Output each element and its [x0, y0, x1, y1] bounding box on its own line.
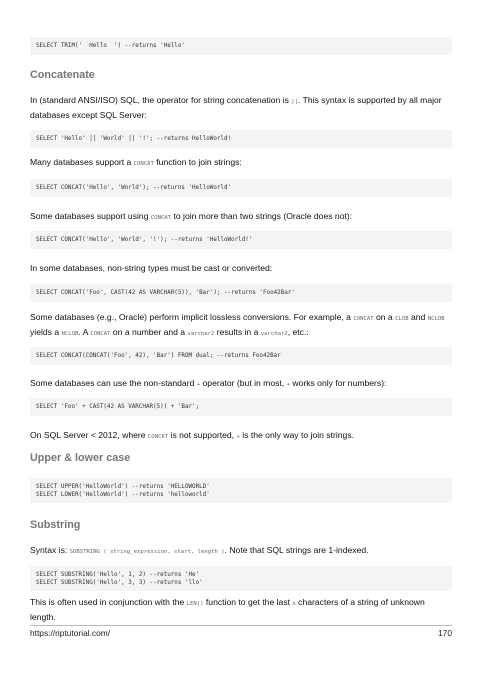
inline-code: +	[196, 382, 201, 388]
code-block-concat-operator	[30, 130, 452, 148]
code-line: SELECT 'Foo' + CAST(42 AS VARCHAR(5)) + 'Bar';	[36, 404, 200, 410]
code-line: SELECT CONCAT('Hello', 'World', '!'); --returns 'HelloWorld!'	[36, 237, 253, 243]
inline-code: varchar2	[260, 330, 288, 337]
footer-divider	[30, 625, 452, 626]
code-line: SELECT SUBSTRING('Hello', 1, 2) --returns 'He'	[36, 571, 200, 578]
inline-code: CONCAT	[90, 330, 111, 337]
inline-code: CONCAT	[150, 215, 172, 221]
inline-code: CONCAT	[353, 316, 374, 322]
inline-code: ||	[291, 99, 299, 105]
footer-url[interactable]: https://riptutorial.com/	[30, 628, 111, 638]
paragraph-concat-function: Many databases support a CONCAT function to join strings:	[30, 157, 242, 167]
inline-code: CLOB	[395, 316, 409, 322]
code-block-substring	[30, 566, 452, 591]
inline-code: CONCAT	[147, 434, 169, 440]
paragraph-len-function: This is often used in conjunction with the LEN() function to get the last n characters of a string of unknown length.	[30, 597, 425, 622]
code-line: SELECT CONCAT('Foo', CAST(42 AS VARCHAR(5)), 'Bar'); --returns 'Foo42Bar'	[36, 290, 295, 296]
inline-code: n	[292, 601, 296, 607]
code-line: SELECT UPPER('HelloWorld') --returns 'HELLOWORLD'	[36, 483, 210, 490]
paragraph-plus-operator: Some databases can use the non-standard + operator (but in most, + works only for numbers):	[30, 378, 387, 388]
page-number: 170	[438, 628, 452, 638]
code-line: SELECT SUBSTRING('Hello', 3, 3) --returns 'llo'	[36, 579, 203, 586]
heading-concatenate: Concatenate	[30, 69, 95, 81]
inline-code: CONCAT	[133, 161, 154, 167]
inline-code: LEN()	[186, 601, 204, 607]
code-line: SELECT CONCAT(CONCAT('Foo', 42), 'Bar') FROM dual; --returns Foo42Bar	[36, 353, 281, 359]
code-line: SELECT 'Hello' || 'World' || '!'; --returns HelloWorld!	[36, 136, 232, 142]
code-block-trim	[30, 37, 452, 55]
inline-code: NCLOB	[427, 316, 445, 322]
code-block-concat-multi	[30, 231, 452, 249]
paragraph-substring-syntax: Syntax is: SUBSTRING ( string_expression, start, length ). Note that SQL strings are 1-indexed.	[30, 545, 369, 555]
inline-code: +	[286, 382, 290, 388]
code-block-upper-lower	[30, 478, 452, 503]
inline-code: varchar2	[187, 330, 215, 337]
inline-code: NCLOB	[61, 330, 79, 337]
code-line: SELECT CONCAT('Hello', 'World'); --returns 'HelloWorld'	[36, 185, 232, 191]
inline-code: SUBSTRING ( string_expression, start, length )	[69, 549, 225, 555]
heading-substring: Substring	[30, 519, 81, 531]
code-block-concat-function	[30, 179, 452, 197]
code-block-cast	[30, 284, 452, 302]
paragraph-sql-server: On SQL Server < 2012, where CONCAT is not supported, + is the only way to join strings.	[30, 430, 355, 440]
code-block-oracle	[30, 347, 452, 365]
paragraph-cast: In some databases, non-string types must be cast or converted:	[30, 263, 273, 273]
paragraph-concat-multi: Some databases support using CONCAT to join more than two strings (Oracle does not):	[30, 211, 353, 221]
document-page	[30, 0, 452, 679]
paragraph-implicit-conversion: Some databases (e.g., Oracle) perform implicit lossless conversions. For example, a CONCAT on a CLOB and NCLOB yields a NCLOB. A CONCAT on a number and a varchar2 results in a varchar2, etc.:	[30, 312, 445, 337]
code-line: SELECT LOWER('HelloWorld') --returns 'helloworld'	[36, 491, 210, 498]
code-line: SELECT TRIM(' Hello ') --returns 'Hello'	[36, 43, 185, 49]
inline-code: +	[236, 434, 240, 440]
code-block-plus	[30, 398, 452, 416]
paragraph-concat-operator: In (standard ANSI/ISO) SQL, the operator for string concatenation is ||. This syntax is supported by all major databases except SQL Server:	[30, 95, 442, 120]
heading-upper-lower-case: Upper & lower case	[30, 452, 131, 464]
